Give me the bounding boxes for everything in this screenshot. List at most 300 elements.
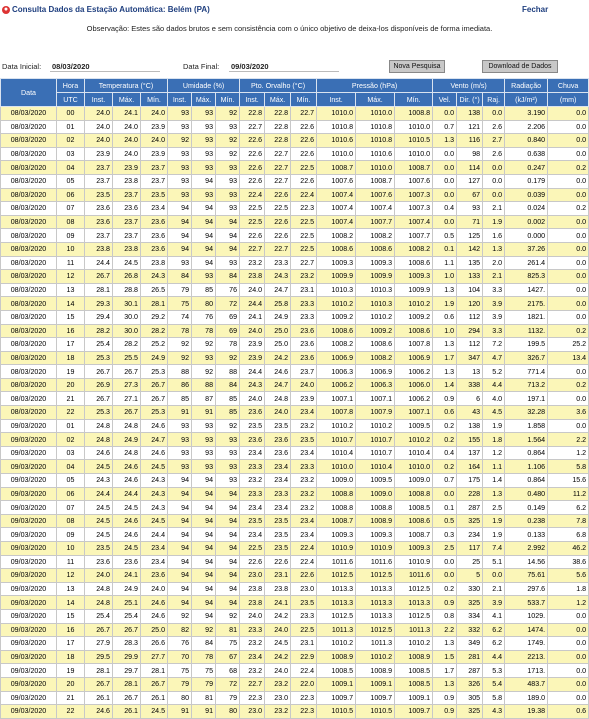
table-cell: 0.0: [548, 107, 589, 121]
table-row: [1, 107, 589, 121]
table-cell: 287: [457, 664, 483, 678]
table-cell: 22.4: [291, 542, 317, 556]
cell-hour: 11: [57, 555, 85, 569]
table-cell: 0.2: [433, 460, 457, 474]
sub-header: Mín.: [291, 93, 317, 107]
table-cell: 93: [192, 188, 216, 202]
cell-date: 08/03/2020: [1, 161, 57, 175]
cell-hour: 04: [57, 460, 85, 474]
table-cell: 67: [216, 650, 240, 664]
table-cell: 825.3: [505, 270, 548, 284]
table-cell: 23.5: [240, 419, 265, 433]
table-row: [1, 555, 589, 569]
table-cell: 26.8: [113, 270, 141, 284]
table-cell: 0.0: [433, 161, 457, 175]
table-cell: 28.8: [113, 283, 141, 297]
table-cell: 23.6: [265, 433, 291, 447]
table-cell: 22.5: [291, 161, 317, 175]
table-cell: 93: [192, 107, 216, 121]
table-cell: 1009.9: [395, 283, 433, 297]
table-cell: 0.0: [548, 120, 589, 134]
table-cell: 85: [168, 392, 192, 406]
table-cell: 326: [457, 677, 483, 691]
table-cell: 3.9: [483, 310, 505, 324]
table-cell: 483.7: [505, 677, 548, 691]
table-cell: 1010.2: [395, 637, 433, 651]
table-cell: 1.106: [505, 460, 548, 474]
table-cell: 92: [168, 338, 192, 352]
table-cell: 80: [192, 297, 216, 311]
table-cell: 75: [168, 664, 192, 678]
table-cell: 0.0: [433, 107, 457, 121]
table-cell: 93: [168, 256, 192, 270]
col-header-data: Data: [1, 79, 57, 107]
table-cell: 1006.2: [317, 378, 356, 392]
table-cell: 24.9: [113, 433, 141, 447]
table-cell: 1010.2: [356, 650, 395, 664]
table-cell: 23.2: [265, 705, 291, 719]
table-cell: 23.2: [291, 487, 317, 501]
table-cell: 1.9: [483, 215, 505, 229]
table-cell: 26.7: [113, 623, 141, 637]
table-row: [1, 134, 589, 148]
table-cell: 0.179: [505, 174, 548, 188]
table-cell: 91: [192, 705, 216, 719]
col-header-chuva: Chuva: [548, 79, 589, 93]
cell-date: 09/03/2020: [1, 542, 57, 556]
table-cell: 93: [168, 446, 192, 460]
table-cell: 1006.3: [317, 365, 356, 379]
table-cell: 1.3: [433, 338, 457, 352]
table-cell: 93: [216, 202, 240, 216]
table-cell: 1.2: [548, 446, 589, 460]
cell-date: 08/03/2020: [1, 378, 57, 392]
table-cell: 24.6: [113, 514, 141, 528]
table-cell: 26.7: [141, 378, 168, 392]
cell-hour: 13: [57, 582, 85, 596]
cell-date: 08/03/2020: [1, 351, 57, 365]
table-cell: 94: [168, 514, 192, 528]
new-search-button[interactable]: Nova Pesquisa: [389, 60, 445, 73]
group-header-row: [1, 79, 589, 93]
table-cell: 71: [457, 215, 483, 229]
table-cell: 1008.9: [356, 514, 395, 528]
date-filter-form: [0, 60, 579, 74]
table-cell: 0.0: [548, 215, 589, 229]
col-header-vento: Vento (m/s): [433, 79, 505, 93]
table-cell: 0.0: [433, 147, 457, 161]
table-cell: 0.0: [548, 242, 589, 256]
table-cell: 94: [216, 242, 240, 256]
table-cell: 1010.2: [356, 419, 395, 433]
table-cell: 94: [168, 242, 192, 256]
table-cell: 23.1: [265, 569, 291, 583]
table-cell: 1.4: [483, 474, 505, 488]
cell-hour: 16: [57, 623, 85, 637]
table-cell: 25.3: [141, 365, 168, 379]
cell-hour: 08: [57, 514, 85, 528]
table-cell: 94: [168, 501, 192, 515]
table-cell: 25.0: [141, 623, 168, 637]
table-cell: 28.1: [113, 677, 141, 691]
table-cell: 3.9: [483, 297, 505, 311]
table-cell: 22.7: [265, 242, 291, 256]
table-cell: 94: [168, 202, 192, 216]
table-cell: 22.5: [291, 623, 317, 637]
table-cell: 1008.2: [356, 229, 395, 243]
table-cell: 2.2: [433, 623, 457, 637]
table-cell: 1010.3: [356, 283, 395, 297]
table-cell: 2.6: [483, 120, 505, 134]
table-cell: 94: [192, 501, 216, 515]
table-cell: 1009.0: [356, 487, 395, 501]
table-cell: 24.4: [240, 365, 265, 379]
table-cell: 197.1: [505, 392, 548, 406]
table-row: [1, 705, 589, 719]
col-header-umidade: Umidade (%): [168, 79, 240, 93]
cell-date: 08/03/2020: [1, 134, 57, 148]
table-cell: 91: [168, 406, 192, 420]
table-cell: 94: [216, 555, 240, 569]
table-cell: 24.5: [85, 514, 113, 528]
table-row: [1, 229, 589, 243]
table-cell: 24.5: [85, 501, 113, 515]
table-cell: 1010.7: [317, 433, 356, 447]
table-row: [1, 514, 589, 528]
table-cell: 1007.1: [317, 392, 356, 406]
table-cell: 1008.2: [317, 338, 356, 352]
table-cell: 24.6: [113, 474, 141, 488]
table-cell: 1008.7: [395, 161, 433, 175]
table-cell: 23.0: [240, 569, 265, 583]
cell-hour: 12: [57, 270, 85, 284]
cell-hour: 07: [57, 501, 85, 515]
table-cell: 0.2: [548, 161, 589, 175]
table-cell: 713.2: [505, 378, 548, 392]
table-cell: 0.2: [548, 324, 589, 338]
table-cell: 22.3: [240, 691, 265, 705]
table-cell: 23.5: [291, 433, 317, 447]
table-cell: 0.2: [548, 378, 589, 392]
table-row: [1, 609, 589, 623]
table-cell: 1.9: [483, 528, 505, 542]
table-cell: 7.4: [483, 542, 505, 556]
table-cell: 23.9: [240, 338, 265, 352]
table-cell: 0.0: [548, 691, 589, 705]
table-row: [1, 202, 589, 216]
table-cell: 94: [216, 569, 240, 583]
table-row: [1, 310, 589, 324]
table-cell: 338: [457, 378, 483, 392]
disclaimer-note: Observação: Estes são dados brutos e sem consistência com o único objetivo de deixa-los disponíveis de forma imediata.: [86, 24, 493, 33]
table-cell: 94: [216, 542, 240, 556]
table-cell: 4.0: [483, 392, 505, 406]
table-cell: 24.1: [240, 310, 265, 324]
table-cell: 6.2: [483, 637, 505, 651]
table-cell: 4.5: [483, 406, 505, 420]
sub-header: Mín.: [216, 93, 240, 107]
table-cell: 22.3: [291, 691, 317, 705]
table-cell: 93: [192, 270, 216, 284]
table-cell: 23.5: [291, 596, 317, 610]
table-cell: 22.7: [265, 174, 291, 188]
table-cell: 281: [457, 650, 483, 664]
table-cell: 24.0: [113, 134, 141, 148]
table-cell: 1821.: [505, 310, 548, 324]
table-cell: 23.9: [113, 161, 141, 175]
table-cell: 24.8: [85, 582, 113, 596]
sub-header: Máx.: [265, 93, 291, 107]
table-cell: 92: [216, 134, 240, 148]
table-cell: 24.8: [113, 446, 141, 460]
table-cell: 325: [457, 705, 483, 719]
table-cell: 228: [457, 487, 483, 501]
table-cell: 0.3: [433, 528, 457, 542]
table-cell: 94: [192, 514, 216, 528]
cell-date: 09/03/2020: [1, 569, 57, 583]
table-row: [1, 351, 589, 365]
table-cell: 88: [216, 365, 240, 379]
table-cell: 25.1: [113, 596, 141, 610]
table-cell: 1.3: [483, 242, 505, 256]
table-cell: 1008.8: [395, 487, 433, 501]
start-date-input[interactable]: 08/03/2020: [50, 61, 160, 72]
table-row: [1, 637, 589, 651]
table-row: [1, 174, 589, 188]
table-cell: 23.6: [240, 433, 265, 447]
table-cell: 22.4: [291, 664, 317, 678]
table-cell: 93: [192, 134, 216, 148]
table-cell: 91: [168, 705, 192, 719]
table-cell: 0.0: [548, 147, 589, 161]
table-cell: 0.9: [433, 596, 457, 610]
table-cell: 0.5: [433, 229, 457, 243]
table-cell: 1008.2: [317, 229, 356, 243]
table-row: [1, 378, 589, 392]
table-cell: 24.5: [141, 460, 168, 474]
table-cell: 22.6: [240, 174, 265, 188]
table-cell: 0.7: [433, 474, 457, 488]
table-cell: 93: [192, 460, 216, 474]
table-cell: 1008.8: [395, 107, 433, 121]
table-cell: 79: [192, 677, 216, 691]
page-title: Consulta Dados da Estação Automática: Belém (PA): [12, 5, 210, 14]
table-cell: 78: [216, 338, 240, 352]
cell-hour: 15: [57, 609, 85, 623]
table-cell: 22.6: [240, 161, 265, 175]
table-cell: 28.2: [141, 324, 168, 338]
table-row: [1, 474, 589, 488]
table-cell: 1007.6: [356, 188, 395, 202]
cell-hour: 19: [57, 365, 85, 379]
table-cell: 24.0: [240, 283, 265, 297]
start-date-label: Data Inicial:: [2, 62, 42, 71]
table-cell: 92: [168, 351, 192, 365]
table-cell: 22.5: [291, 215, 317, 229]
table-cell: 22.6: [240, 555, 265, 569]
table-cell: 24.5: [141, 705, 168, 719]
table-cell: 22.5: [240, 215, 265, 229]
table-cell: 22.6: [291, 147, 317, 161]
table-cell: 0.9: [433, 691, 457, 705]
table-cell: 24.4: [113, 487, 141, 501]
table-cell: 1006.2: [395, 365, 433, 379]
table-cell: 23.6: [141, 229, 168, 243]
table-cell: 2.206: [505, 120, 548, 134]
cell-date: 09/03/2020: [1, 650, 57, 664]
cell-date: 09/03/2020: [1, 474, 57, 488]
sub-header: Dir. (°): [457, 93, 483, 107]
table-cell: 1427.: [505, 283, 548, 297]
table-cell: 23.3: [240, 487, 265, 501]
table-cell: 26.7: [113, 406, 141, 420]
table-cell: 25.2: [548, 338, 589, 352]
cell-date: 09/03/2020: [1, 487, 57, 501]
end-date-input[interactable]: 09/03/2020: [229, 61, 339, 72]
table-cell: 70: [168, 650, 192, 664]
table-cell: 29.5: [85, 650, 113, 664]
table-cell: 72: [216, 297, 240, 311]
table-cell: 25: [457, 555, 483, 569]
table-cell: 23.3: [265, 487, 291, 501]
table-cell: 29.9: [113, 650, 141, 664]
table-cell: 0.0: [548, 283, 589, 297]
table-cell: 25.5: [113, 351, 141, 365]
table-cell: 1008.2: [395, 242, 433, 256]
sub-header: Máx.: [192, 93, 216, 107]
table-cell: 0.9: [433, 705, 457, 719]
table-cell: 23.9: [240, 351, 265, 365]
table-cell: 93: [216, 161, 240, 175]
table-cell: 24.4: [240, 297, 265, 311]
cell-hour: 00: [57, 107, 85, 121]
table-cell: 22.7: [291, 256, 317, 270]
table-cell: 24.1: [265, 596, 291, 610]
table-cell: 1.7: [433, 351, 457, 365]
table-cell: 1006.9: [317, 351, 356, 365]
table-cell: 23.9: [141, 147, 168, 161]
table-cell: 23.6: [113, 555, 141, 569]
table-cell: 78: [192, 324, 216, 338]
table-cell: 24.3: [265, 270, 291, 284]
table-cell: 23.8: [113, 174, 141, 188]
table-cell: 19.38: [505, 705, 548, 719]
cell-hour: 06: [57, 487, 85, 501]
table-cell: 1.1: [483, 460, 505, 474]
table-row: [1, 528, 589, 542]
table-cell: 334: [457, 609, 483, 623]
table-cell: 1008.8: [317, 501, 356, 515]
table-cell: 1.1: [433, 256, 457, 270]
table-cell: 22.6: [291, 120, 317, 134]
table-cell: 80: [216, 705, 240, 719]
table-cell: 5.4: [483, 677, 505, 691]
download-data-button[interactable]: Download de Dados: [482, 60, 558, 73]
table-row: [1, 433, 589, 447]
table-cell: 76: [216, 283, 240, 297]
table-cell: 23.7: [141, 161, 168, 175]
table-cell: 93: [168, 188, 192, 202]
table-cell: 23.9: [141, 120, 168, 134]
table-cell: 25.4: [85, 338, 113, 352]
sub-header: Inst.: [240, 93, 265, 107]
table-cell: 305: [457, 691, 483, 705]
table-cell: 23.6: [141, 215, 168, 229]
table-cell: 24.6: [113, 460, 141, 474]
table-cell: 1013.3: [395, 596, 433, 610]
cell-hour: 13: [57, 283, 85, 297]
table-row: [1, 677, 589, 691]
table-cell: 1010.2: [317, 297, 356, 311]
table-cell: 0.0: [548, 174, 589, 188]
table-cell: 5: [457, 569, 483, 583]
cell-date: 09/03/2020: [1, 609, 57, 623]
table-cell: 26.7: [113, 365, 141, 379]
table-cell: 1009.2: [395, 310, 433, 324]
table-cell: 2213.: [505, 650, 548, 664]
table-cell: 24.8: [85, 596, 113, 610]
cell-date: 08/03/2020: [1, 338, 57, 352]
table-cell: 22.8: [265, 134, 291, 148]
table-cell: 28.1: [85, 664, 113, 678]
close-link[interactable]: Fechar: [522, 5, 549, 14]
table-cell: 2.5: [433, 542, 457, 556]
table-cell: 27.9: [85, 637, 113, 651]
table-cell: 1474.: [505, 623, 548, 637]
table-row: [1, 392, 589, 406]
table-cell: 4.1: [483, 609, 505, 623]
window-title-bar: [0, 0, 579, 20]
table-cell: 22.7: [240, 120, 265, 134]
table-cell: 25.2: [141, 338, 168, 352]
table-cell: 93: [216, 188, 240, 202]
table-cell: 0.0: [483, 569, 505, 583]
table-cell: 0.2: [433, 582, 457, 596]
table-cell: 0.8: [433, 609, 457, 623]
table-cell: 85: [192, 283, 216, 297]
cell-date: 08/03/2020: [1, 120, 57, 134]
table-cell: 0.0: [548, 256, 589, 270]
table-cell: 93: [168, 107, 192, 121]
table-cell: 1008.7: [317, 514, 356, 528]
table-cell: 5.8: [548, 460, 589, 474]
table-cell: 84: [216, 270, 240, 284]
table-cell: 92: [168, 609, 192, 623]
table-cell: 0.0: [548, 419, 589, 433]
cell-date: 08/03/2020: [1, 147, 57, 161]
table-cell: 22.4: [291, 188, 317, 202]
table-cell: 92: [216, 147, 240, 161]
table-cell: 1.3: [483, 487, 505, 501]
table-cell: 0.840: [505, 134, 548, 148]
table-cell: 112: [457, 310, 483, 324]
table-cell: 88: [192, 378, 216, 392]
table-cell: 23.8: [85, 242, 113, 256]
table-cell: 26.7: [141, 677, 168, 691]
table-cell: 1008.7: [317, 161, 356, 175]
table-cell: 0.247: [505, 161, 548, 175]
sub-header-row: [1, 93, 589, 107]
table-cell: 25.0: [265, 324, 291, 338]
table-cell: 0.0: [548, 664, 589, 678]
table-cell: 1010.9: [317, 542, 356, 556]
table-cell: 93: [216, 174, 240, 188]
table-cell: 1009.3: [356, 528, 395, 542]
table-cell: 23.3: [291, 609, 317, 623]
table-cell: 1.9: [483, 419, 505, 433]
table-cell: 23.4: [291, 446, 317, 460]
table-cell: 287: [457, 501, 483, 515]
